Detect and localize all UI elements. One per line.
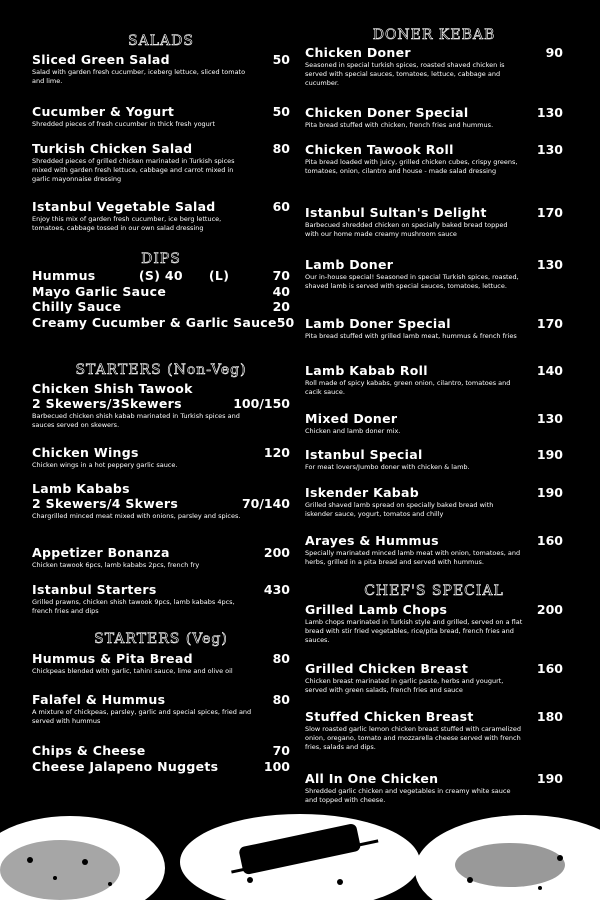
item-price: 130 [536,257,563,272]
item-price: 100/150 [233,396,290,411]
item-name: Chicken Doner Special [305,105,469,120]
size-label-large: (L) [208,268,230,283]
menu-item [32,651,290,676]
item-price: 50 [272,104,290,119]
menu-item [32,445,290,470]
menu-item [32,104,290,129]
item-desc: Shredded pieces of fresh cucumber in thick fresh yogurt [32,120,216,128]
item-desc: Our in-house special! Seasoned in special Turkish spices, roasted, shaved lamb is served with special sauces, tomatoes, lettuce. [305,273,519,290]
list-item [32,284,290,300]
item-desc: Grilled prawns, chicken shish tawook 9pcs, lamb kababs 4pcs, french fries and dips [32,598,235,615]
item-desc: Shredded pieces of grilled chicken marinated in Turkish spices mixed with garden fresh lettuce, cabbage and carrot mixed in garlic mayonnaise dressing [32,157,235,183]
item-name: Stuffed Chicken Breast [305,709,474,724]
item-desc: Chicken tawook 6pcs, lamb kababs 2pcs, french fry [32,561,200,569]
item-name: Chicken Tawook Roll [305,142,454,157]
section-title-dips: DIPS [141,251,181,267]
menu-item [305,257,563,291]
item-price: 70/140 [241,496,290,511]
item-desc: Pita bread loaded with juicy, grilled chicken cubes, crispy greens, tomatoes, onion, cilantro and house - made salad dressing [305,158,518,175]
item-desc: Chicken breast marinated in garlic paste, herbs and yougurt, served with green salads, french fries and sauce [305,677,504,694]
item-name: Chips & Cheese [32,743,146,758]
item-name: Mayo Garlic Sauce [32,283,167,299]
item-price: 80 [272,141,290,156]
item-price: 190 [536,771,563,786]
item-name: Appetizer Bonanza [32,545,170,560]
menu-item [305,316,563,341]
item-price: 130 [536,142,563,157]
item-name: Cucumber & Yogurt [32,104,175,119]
item-name: Iskender Kabab [305,485,420,500]
menu-item [32,481,290,521]
menu-item [305,45,563,88]
item-desc: Lamb chops marinated in Turkish style and grilled, served on a flat bread with stir fried vegetables, rice/pita bread, french fries and sauces. [305,618,523,644]
dips-list [32,268,295,330]
item-price: 20 [272,299,290,314]
item-name: Cheese Jalapeno Nuggets [32,759,219,774]
item-price: 430 [263,582,290,597]
item-price: 130 [536,411,563,426]
item-name: Lamb Doner Special [305,316,451,331]
item-price: 200 [263,545,290,560]
item-price: 200 [536,602,563,617]
item-price: 140 [536,363,563,378]
item-price: 130 [536,105,563,120]
item-name: Istanbul Starters [32,582,157,597]
item-name: Istanbul Sultan's Delight [305,205,487,220]
item-name: Sliced Green Salad [32,52,170,67]
item-price: 160 [536,661,563,676]
item-price: 100 [263,759,290,774]
menu-item [305,533,563,567]
section-title-salads: SALADS [128,33,194,49]
menu-item [305,709,563,752]
item-price: 190 [536,485,563,500]
plate-center-image [180,814,420,900]
item-price: 160 [536,533,563,548]
item-desc: Pita bread stuffed with chicken, french fries and hummus. [305,121,494,129]
menu-item [32,743,290,758]
item-name: Hummus & Pita Bread [32,651,193,666]
plate-right-image [415,815,600,900]
item-desc: Chicken and lamb doner mix. [305,427,401,435]
menu-item [32,692,290,726]
item-name: All In One Chicken [305,771,439,786]
item-price: 50 [276,314,295,330]
menu-item [305,105,563,130]
item-desc: Specially marinated minced lamb meat with onion, tomatoes, and herbs, grilled in a pita bread and served with hummus. [305,549,521,566]
item-price: 40 [164,268,183,283]
item-desc: Barbecued shredded chicken on specially baked bread topped with our home made creamy mushroom sauce [305,221,508,238]
item-price: 80 [272,651,290,666]
item-name: Lamb Kababs [32,481,130,496]
menu-item [305,205,563,239]
item-desc: Seasoned in special turkish spices, roasted shaved chicken is served with special sauces, tomatoes, lettuce, cabbage and cucumber. [305,61,505,87]
menu-item [32,759,290,774]
item-name: Chicken Doner [305,45,411,60]
item-price: 170 [536,205,563,220]
item-desc: Shredded garlic chicken and vegetables in creamy white sauce and topped with cheese. [305,787,511,804]
item-name: Creamy Cucumber & Garlic Sauce [32,314,277,330]
item-desc: For meat lovers/Jumbo doner with chicken & lamb. [305,463,470,471]
item-name: Istanbul Special [305,447,423,462]
item-name-sub: 2 Skewers/4 Skwers [32,496,179,511]
menu-item [32,199,290,233]
size-label-small: (S) [138,268,161,283]
section-title-starters-veg: STARTERS (Veg) [94,631,228,647]
menu-item [305,661,563,695]
section-title-chefs-special: CHEF'S SPECIAL [364,583,504,599]
item-name: Lamb Doner [305,257,394,272]
item-desc: Chicken wings in a hot peppery garlic sauce. [32,461,178,469]
item-price: 40 [272,283,290,299]
item-price: 70 [272,268,290,283]
item-name: Lamb Kabab Roll [305,363,428,378]
menu-item [305,363,563,397]
section-title-starters-nonveg: STARTERS (Non-Veg) [75,362,247,378]
item-desc: Roll made of spicy kababs, green onion, cilantro, tomatoes and cacik sauce. [305,379,511,396]
menu-item [32,52,290,86]
item-desc: Chargrilled minced meat mixed with onions, parsley and spices. [32,512,241,520]
item-price: 120 [263,445,290,460]
item-desc: A mixture of chickpeas, parsley, garlic and special spices, fried and served with hummus [32,708,252,725]
list-item [32,268,290,284]
item-desc: Slow roasted garlic lemon chicken breast stuffed with caramelized onion, oregano, tomato and mozzarella cheese served with french fries, salads and dips. [305,725,521,751]
item-name: Chicken Shish Tawook [32,381,193,396]
item-name: Falafel & Hummus [32,692,166,707]
item-desc: Chickpeas blended with garlic, tahini sauce, lime and olive oil [32,667,233,675]
menu-item [32,582,290,616]
item-name: Arayes & Hummus [305,533,439,548]
item-name: Hummus [32,268,96,283]
item-desc: Salad with garden fresh cucumber, iceberg lettuce, sliced tomato and lime. [32,68,246,85]
list-item [32,299,290,315]
menu-item [305,485,563,519]
item-name: Grilled Lamb Chops [305,602,448,617]
menu-item [305,142,563,176]
menu-item [305,411,563,436]
item-name: Turkish Chicken Salad [32,141,193,156]
list-item [32,314,295,331]
menu-item [32,141,290,184]
item-price: 50 [272,52,290,67]
item-price: 180 [536,709,563,724]
item-price: 70 [272,743,290,758]
food-plates-illustration [0,800,600,900]
item-price: 170 [536,316,563,331]
item-price: 90 [545,45,563,60]
item-price: 190 [536,447,563,462]
menu-item [305,602,563,645]
item-name: Grilled Chicken Breast [305,661,469,676]
item-desc: Barbecued chicken shish kabab marinated in Turkish spices and sauces served on skewers. [32,412,240,429]
plate-left-image [0,816,165,900]
item-price: 60 [272,199,290,214]
item-name: Istanbul Vegetable Salad [32,199,216,214]
menu-item [32,381,290,430]
item-name: Chicken Wings [32,445,139,460]
item-desc: Grilled shaved lamb spread on specially baked bread with iskender sauce, yogurt, tomatos and chilly [305,501,494,518]
menu-item [32,545,290,570]
item-price: 80 [272,692,290,707]
section-title-doner: DONER KEBAB [372,27,496,43]
item-name: Chilly Sauce [32,299,122,314]
item-desc: Pita bread stuffed with grilled lamb meat, hummus & french fries [305,332,517,340]
menu-item [305,447,563,472]
item-name: Mixed Doner [305,411,398,426]
item-name-sub: 2 Skewers/3Skewers [32,396,182,411]
item-desc: Enjoy this mix of garden fresh cucumber, ice berg lettuce, tomatoes, cabbage tossed in our own salad dressing [32,215,222,232]
